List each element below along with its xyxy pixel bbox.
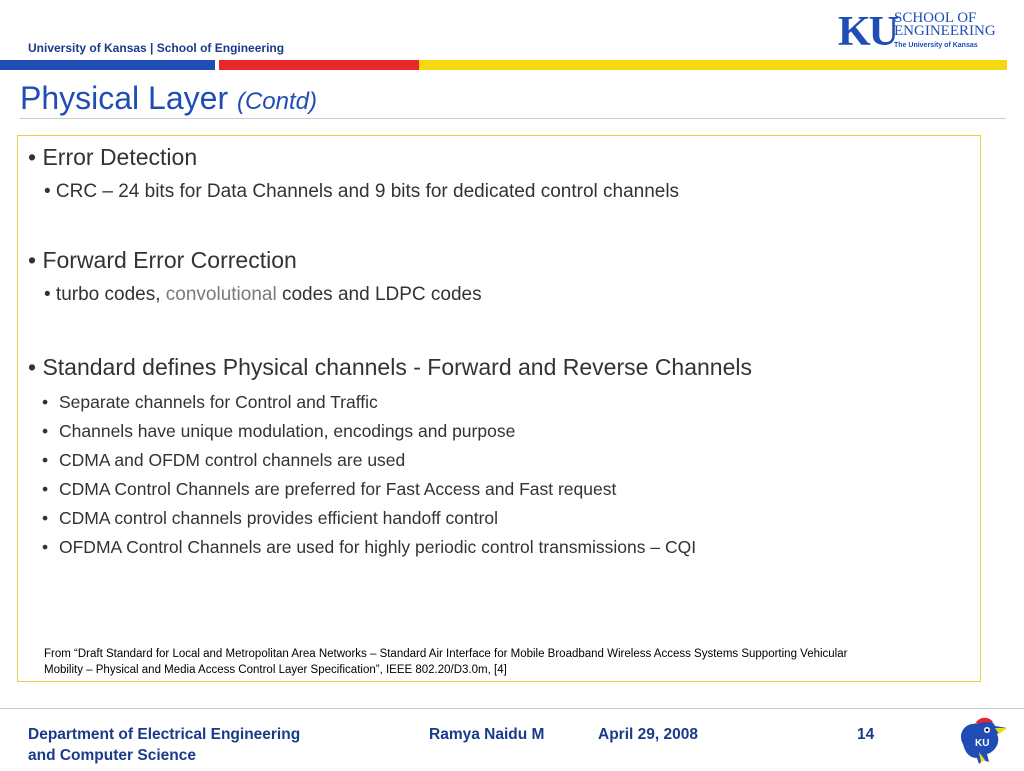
bullet-marker: • bbox=[42, 392, 49, 412]
sub-bullet bbox=[42, 421, 515, 442]
footer-dept-line2: and Computer Science bbox=[28, 747, 196, 764]
header-bar-red bbox=[219, 60, 419, 70]
source-line-2: Mobility – Physical and Media Access Control Layer Specification”, IEEE 802.20/D3.0m, [4] bbox=[44, 664, 507, 676]
header-bar-blue bbox=[0, 60, 215, 70]
source-line-1: From “Draft Standard for Local and Metropolitan Area Networks – Standard Air Interface for Mobile Broadband Wireless Access Systems Supporting Vehicular bbox=[44, 648, 848, 660]
sub-bullet-text: CDMA Control Channels are preferred for Fast Access and Fast request bbox=[59, 479, 617, 499]
header-bar-yellow bbox=[419, 60, 1007, 70]
footer-department bbox=[28, 724, 300, 766]
bullet-marker: • bbox=[42, 450, 49, 470]
sub-bullet-text: Channels have unique modulation, encodings and purpose bbox=[59, 421, 516, 441]
ku-engineering-logo bbox=[838, 9, 1008, 55]
logo-subtitle: The University of Kansas bbox=[894, 42, 978, 49]
bullet-codes-post: codes and LDPC codes bbox=[276, 284, 482, 305]
jayhawk-mascot-icon bbox=[953, 716, 1009, 766]
sub-bullet bbox=[42, 508, 498, 529]
sub-bullet-text: Separate channels for Control and Traffic bbox=[59, 392, 378, 412]
source-citation bbox=[44, 646, 964, 678]
bullet-codes bbox=[44, 284, 482, 306]
slide-title-suffix: (Contd) bbox=[236, 88, 318, 115]
sub-bullet bbox=[42, 450, 405, 471]
logo-school-line2: ENGINEERING bbox=[894, 23, 996, 39]
logo-ku-text: KU bbox=[838, 9, 897, 55]
bullet-marker: • bbox=[42, 508, 49, 528]
logo-school-text bbox=[894, 12, 996, 38]
slide-title-main: Physical Layer bbox=[20, 80, 229, 116]
svg-text:KU: KU bbox=[975, 738, 990, 749]
bullet-marker: • bbox=[42, 479, 49, 499]
footer-page-number: 14 bbox=[857, 726, 875, 743]
sub-bullet bbox=[42, 392, 378, 413]
sub-bullet bbox=[42, 479, 616, 500]
bullet-crc: • CRC – 24 bits for Data Channels and 9 bits for dedicated control channels bbox=[44, 181, 680, 202]
sub-bullet-text: OFDMA Control Channels are used for highly periodic control transmissions – CQI bbox=[59, 537, 697, 557]
sub-bullet bbox=[42, 537, 696, 558]
footer-author: Ramya Naidu M bbox=[429, 726, 545, 743]
slide-title bbox=[20, 80, 317, 117]
bullet-marker: • bbox=[42, 537, 49, 557]
bullet-error-detection: • Error Detection bbox=[28, 144, 198, 170]
bullet-codes-highlight: convolutional bbox=[165, 284, 277, 305]
institution-label: University of Kansas | School of Engineering bbox=[28, 41, 285, 55]
sub-bullet-text: CDMA control channels provides efficient handoff control bbox=[59, 508, 499, 528]
bullet-codes-pre: • turbo codes, bbox=[44, 284, 166, 305]
footer-date: April 29, 2008 bbox=[598, 726, 698, 743]
footer-divider bbox=[0, 708, 1024, 709]
footer-dept-line1: Department of Electrical Engineering bbox=[28, 726, 301, 743]
bullet-marker: • bbox=[42, 421, 49, 441]
logo-school-line1: SCHOOL OF bbox=[894, 10, 977, 26]
title-divider bbox=[20, 118, 1006, 119]
bullet-fec: • Forward Error Correction bbox=[28, 247, 297, 273]
bullet-standard: • Standard defines Physical channels - Forward and Reverse Channels bbox=[28, 354, 752, 380]
sub-bullet-text: CDMA and OFDM control channels are used bbox=[59, 450, 406, 470]
